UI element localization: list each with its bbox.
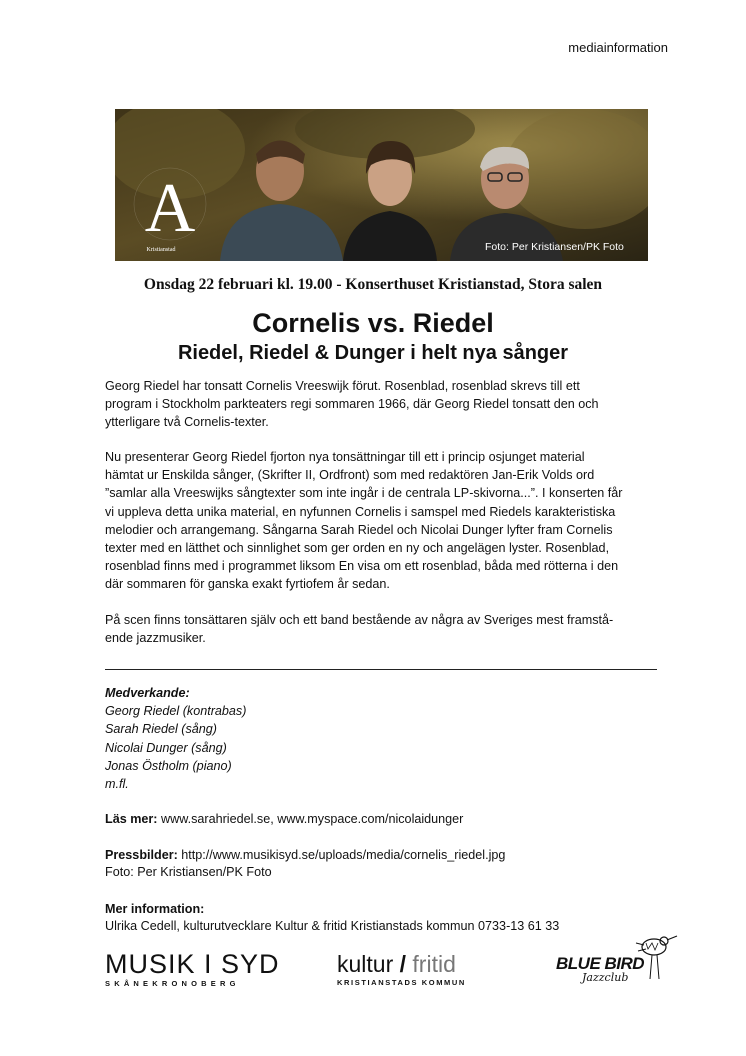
performer-item: m.fl. xyxy=(105,777,129,792)
event-date-venue: Onsdag 22 februari kl. 19.00 - Konserthuset Kristianstad, Stora salen xyxy=(143,276,603,293)
contact-label: Mer information: xyxy=(105,902,205,916)
kultur-fritid-logo: kultur / fritid KRISTIANSTADS KOMMUN xyxy=(337,951,466,987)
performer-item: Georg Riedel (kontrabas) xyxy=(105,704,247,719)
blue-bird-jazzclub-logo: BLUE BIRD Jazzclub xyxy=(556,933,682,985)
performers-list xyxy=(105,684,246,793)
paragraph-intro: Georg Riedel har tonsatt Cornelis Vreeswijk förut. Rosenblad, rosenblad skrevs till ett program i Stockholm parkteaters regi sommaren 1966, där Georg Riedel tonsatt den och ytterligare två Cornelis-texter. xyxy=(105,379,599,430)
contact-info xyxy=(105,901,559,935)
musik-i-syd-logo: MUSIK I SYD SKÅNEKRONOBERG xyxy=(105,949,280,988)
read-more xyxy=(105,811,463,828)
read-more-label: Läs mer: xyxy=(105,812,158,826)
performer-item: Sarah Riedel (sång) xyxy=(105,722,218,737)
divider xyxy=(105,669,657,670)
performers-heading: Medverkande: xyxy=(105,686,190,700)
concert-photo xyxy=(115,109,648,261)
photo-credit: Foto: Per Kristiansen/PK Foto xyxy=(485,241,624,253)
contact-details: Ulrika Cedell, kulturutvecklare Kultur & fritid Kristianstads kommun 0733-13 61 33 xyxy=(105,919,560,933)
concert-title: Cornelis vs. Riedel xyxy=(252,308,494,338)
read-more-links[interactable]: www.sarahriedel.se, www.myspace.com/nicolaidunger xyxy=(161,812,464,826)
performer-item: Jonas Östholm (piano) xyxy=(105,758,232,773)
document-type-label: mediainformation xyxy=(568,40,668,55)
press-images-link[interactable]: http://www.musikisyd.se/uploads/media/cornelis_riedel.jpg xyxy=(181,848,506,862)
paragraph-description: Nu presenterar Georg Riedel fjorton nya tonsättningar till ett i princip osjunget material hämtat ur Enskilda sånger, (Skrifter II, Ordfront) som med redaktören Jan-Erik Volds ord ”samlar alla Vreeswijks sångtexter som inte ingår i de centrala LP-skivorna...”. I konserten får vi uppleva detta unika material, en nyfunnen Cornelis i samspel med Riedels karakteristiska melodier och arrangemang. Sångarna Sarah Riedel och Nicolai Dunger lyfter fram Cornelis texter med en lätthet och sinnlighet som ger orden en ny och angelägen lyster. Rosenblad, rosenblad finns med i programmet liksom En visa om ett rosenblad, båda med rötterna i den där sommaren för ganska exakt fyrtiofem år sedan. xyxy=(105,450,623,592)
paragraph-band: På scen finns tonsättaren själv och ett band bestående av några av Sveriges mest framstå- ende jazzmusiker. xyxy=(105,613,614,646)
press-images xyxy=(105,847,505,881)
press-images-label: Pressbilder: xyxy=(105,848,178,862)
series-badge-city: Kristianstad xyxy=(146,247,176,253)
concert-subtitle: Riedel, Riedel & Dunger i helt nya sånger xyxy=(177,342,569,364)
press-photo-credit: Foto: Per Kristiansen/PK Foto xyxy=(105,865,272,879)
performer-item: Nicolai Dunger (sång) xyxy=(105,740,227,755)
series-badge-letter: A xyxy=(144,170,196,247)
